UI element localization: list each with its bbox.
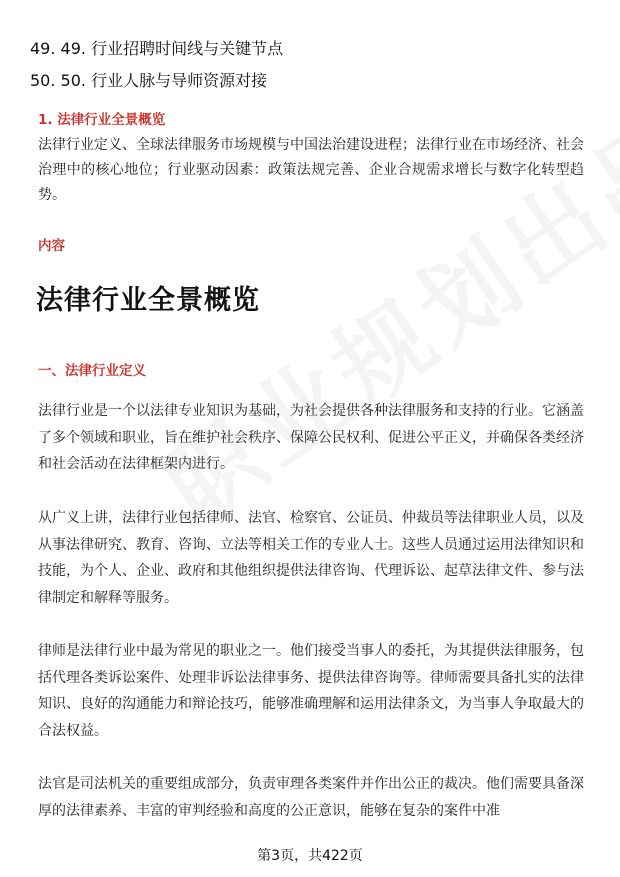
- section-heading-definition: 一、法律行业定义: [38, 363, 146, 379]
- toc-item-49[interactable]: 49. 49. 行业招聘时间线与关键节点: [30, 39, 284, 58]
- paragraph-2: 从广义上讲，法律行业包括律师、法官、检察官、公证员、仲裁员等法律职业人员，以及从事法律研究、教育、咨询、立法等相关工作的专业人士。这些人员通过运用法律知识和技能，为个人、企业、政府和其他组织提供法律咨询、代理诉讼、起草法律文件、参与法律制定和解释等服务。: [38, 510, 584, 606]
- summary-body: 法律行业定义、全球法律服务市场规模与中国法治建设进程；法律行业在市场经济、社会治理中的核心地位；行业驱动因素：政策法规完善、企业合规需求增长与数字化转型趋势。: [38, 137, 584, 203]
- page-title: 法律行业全景概览: [36, 285, 260, 316]
- paragraph-3: 律师是法律行业中最为常见的职业之一。他们接受当事人的委托，为其提供法律服务，包括代理各类诉讼案件、处理非诉讼法律事务、提供法律咨询等。律师需要具备扎实的法律知识、良好的沟通能力和辩论技巧，能够准确理解和运用法律条文，为当事人争取最大的合法权益。: [38, 643, 584, 739]
- page-footer: 第3页，共422页: [257, 848, 363, 864]
- content-label: 内容: [38, 238, 65, 254]
- paragraph-1: 法律行业是一个以法律专业知识为基础，为社会提供各种法律服务和支持的行业。它涵盖了多个领域和职业，旨在维护社会秩序、保障公民权利、促进公平正义，并确保各类经济和社会活动在法律框架内进行。: [38, 403, 584, 472]
- paragraph-4: 法官是司法机关的重要组成部分，负责审理各类案件并作出公正的裁决。他们需要具备深厚的法律素养、丰富的审判经验和高度的公正意识，能够在复杂的案件中准: [38, 776, 584, 819]
- toc-item-50[interactable]: 50. 50. 行业人脉与导师资源对接: [30, 71, 268, 90]
- summary-heading: 1. 法律行业全景概览: [38, 112, 166, 128]
